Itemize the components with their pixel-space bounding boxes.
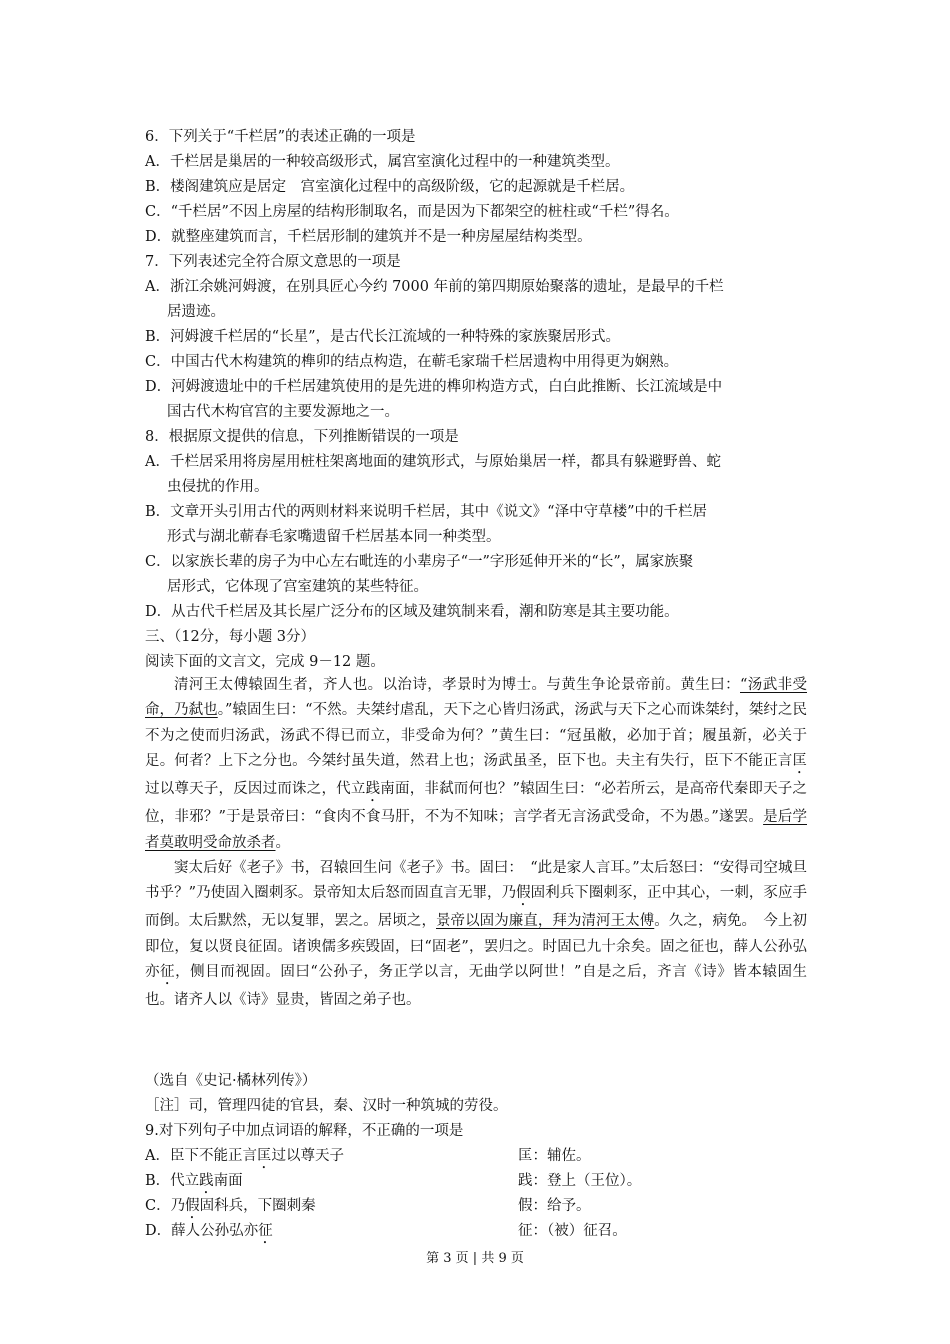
q9-option-b: B．代立践南面 [145,1173,243,1189]
q9-dotted-word-b: 践 [199,1173,214,1189]
q6-option-b: B．楼阁建筑应是居定 宫室演化过程中的高级阶级，它的起源就是千栏居。 [145,179,635,195]
section-heading: 三、（12分，每小题 3分） [145,629,316,645]
q9-option-c: C．乃假固科兵，下圈刺秦 [145,1198,316,1214]
underlined-sentence-2: 是后学者莫敢明受命放杀者 [145,809,807,851]
q8-option-b-line2: 形式与湖北蕲春毛家嘴遗留千栏居基本同一种类型。 [167,529,501,545]
q9-stem: 9.对下列句子中加点词语的解释，不正确的一项是 [145,1123,464,1139]
q9-option-a: A．臣下不能正言匡过以尊天子 [145,1148,344,1164]
underlined-sentence-3: 景帝以固为廉直，拜为清河王太傅 [436,913,655,930]
q9-option-d: D．薛人公孙弘亦征 [145,1223,273,1239]
q7-option-a-line2: 居遗迹。 [167,304,225,320]
dotted-word-kuang: 匡 [792,753,807,770]
q9-answer-a: 匡：辅佐。 [518,1148,591,1164]
section-instruction: 阅读下面的文言文，完成 9－12 题。 [145,654,385,670]
q7-option-d-line2: 国古代木构官宫的主要发源地之一。 [167,404,399,420]
q8-option-a-line1: A．千栏居采用将房屋用桩柱架离地面的建筑形式，与原始巢居一样，都具有躲避野兽、蛇 [145,454,721,470]
q6-option-d: D．就整座建筑而言，千栏居形制的建筑并不是一种房屋屋结构类型。 [145,229,592,245]
q6-option-a: A．千栏居是巢居的一种较高级形式，属宫室演化过程中的一种建筑类型。 [145,154,620,170]
passage-paragraph-1: 清河王太傅辕固生者，齐人也。以治诗，孝景时为博士。与黄生争论景帝前。黄生曰：“汤武非受命，乃弑也。”辕固生曰：“不然。夫桀纣虐乱，天下之心皆归汤武，汤武与天下之心而诛桀纣，桀纣之民不为之使而归汤武，汤武不得已而立，非受命为何？”黄生曰：“冠虽敝，必加于首；履虽新，必关于足。何者？上下之分也。今桀纣虽失道，然君上也；汤武虽圣，臣下也。夫主有失行，臣下不能正言匡过以尊天子，反因过而诛之，代立践南面，非弑而何也？”辕固生曰：“必若所云，是高帝代秦即天子之位，非邪？”于是景帝曰：“食肉不食马肝，不为不知味；言学者无言汤武受命，不为愚。”遂罢。是后学者莫敢明受命放杀者。 [145,677,808,851]
passage-paragraph-2: 窦太后好《老子》书，召辕回生问《老子》书。固曰： “此是家人言耳。”太后怒曰：“安得司空城旦书乎？”乃使固入圈刺豕。景帝知太后怒而固直言无罪，乃假固利兵下圈刺豕，正中其心，一刺，豕应手而倒。太后默然，无以复罪，罢之。居顷之，景帝以固为廉直，拜为清河王太傅。久之，病免。 今上初即位，复以贤良征固。诸谀儒多疾毁固，曰“固老”，罢归之。时固已九十余矣。固之征也，薛人公孙弘亦征，侧目而视固。固曰“公孙子，务正学以言，无曲学以阿世！”自是之后，齐言《诗》皆本辕固生也。诸齐人以《诗》显贵，皆固之弟子也。 [145,860,808,1009]
passage-note: ［注］司，管理四徒的官县，秦、汉时一种筑城的劳役。 [145,1098,508,1114]
q8-option-d: D．从古代千栏居及其长屋广泛分布的区域及建筑制来看，潮和防寒是其主要功能。 [145,604,679,620]
q7-option-a-line1: A．浙江余姚河姆渡，在别具匠心今约 7000 年前的第四期原始聚落的遗址，是最早的千栏 [145,279,724,295]
q8-option-c-line2: 居形式，它体现了宫室建筑的某些特征。 [167,579,428,595]
q6-stem: 6．下列关于“千栏居”的表述正确的一项是 [145,129,416,145]
q7-stem: 7．下列表述完全符合原文意思的一项是 [145,254,401,270]
q8-option-a-line2: 虫侵扰的作用。 [167,479,269,495]
dotted-word-zheng: 征 [160,964,176,981]
passage-source: （选自《史记·橘林列传》） [145,1073,317,1089]
q7-option-c: C．中国古代木构建筑的榫卯的结点构造，在蕲毛家瑞千栏居遗构中用得更为娴熟。 [145,354,679,370]
q9-dotted-word-a: 匡 [256,1148,272,1164]
page-footer: 第 3 页 | 共 9 页 [426,1251,524,1266]
q9-dotted-word-d: 征 [258,1223,273,1239]
q7-option-d-line1: D．河姆渡遗址中的千栏居建筑使用的是先进的榫卯构造方式，白白此推断、长江流域是中 [145,379,723,395]
q8-option-c-line1: C．以家族长辈的房子为中心左右毗连的小辈房子“一”字形延伸开米的“长”，属家族聚 [145,554,694,570]
dotted-word-jian: 践 [365,781,381,798]
q9-answer-d: 征：（被）征召。 [518,1223,627,1239]
q9-answer-c: 假：给予。 [518,1198,591,1214]
underlined-sentence-1: “汤武非受命，乃弑也 [145,677,807,719]
q9-answer-b: 践：登上（王位）。 [518,1173,642,1189]
passage [145,673,807,1014]
q9-dotted-word-c: 假 [185,1198,200,1214]
dotted-word-jia: 假 [516,885,531,902]
q6-option-c: C．“千栏居”不因上房屋的结构形制取名，而是因为下都架空的桩柱或“千栏”得名。 [145,204,679,220]
q7-option-b: B．河姆渡千栏居的“长星”，是古代长江流域的一种特殊的家族聚居形式。 [145,329,620,345]
q8-option-b-line1: B．文章开头引用古代的两则材料来说明千栏居，其中《说文》“泽中守草楼”中的千栏居 [145,504,707,520]
q8-stem: 8．根据原文提供的信息，下列推断错误的一项是 [145,429,459,445]
